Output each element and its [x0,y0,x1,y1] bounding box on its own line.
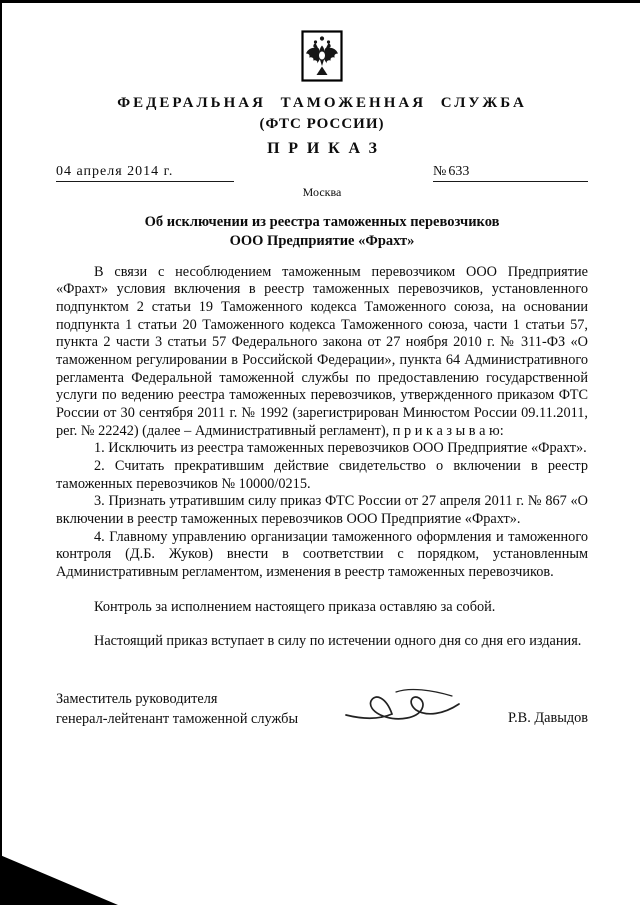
signatory-position-line2: генерал-лейтенант таможенной службы [56,710,299,727]
signature-block [56,683,588,729]
signatory-position [56,689,298,729]
document-title-line2: ООО Предприятие «Фрахт» [229,232,415,249]
paragraph-item-2: 2. Считать прекратившим действие свидетельство о включении в реестр таможенных перевозчиков № 10000/0215. [56,457,588,492]
document-type-heading: ПРИКАЗ [267,140,386,157]
paragraph-item-1: 1. Исключить из реестра таможенных перевозчиков ООО Предприятие «Фрахт». [94,440,587,457]
coat-of-arms-icon [56,30,588,87]
scan-edge-top [0,0,640,3]
org-name: ФЕДЕРАЛЬНАЯ ТАМОЖЕННАЯ СЛУЖБА [117,95,527,111]
handwritten-signature-icon [298,683,508,729]
signatory-position-line1: Заместитель руководителя [56,690,218,707]
document-date: 04 апреля 2014 г. [56,164,234,182]
document-content [0,30,640,729]
org-abbreviation: (ФТС РОССИИ) [259,116,385,132]
number-sign: № [433,164,447,179]
scan-artifact-corner [0,855,118,905]
document-title-line1: Об исключении из реестра таможенных перевозчиков [144,214,500,230]
signatory-name: Р.В. Давыдов [507,709,588,726]
number-value: 633 [448,164,470,179]
paragraph-control: Контроль за исполнением настоящего приказа оставляю за собой. [94,598,496,615]
document-body [56,264,588,651]
paragraph-effective-date: Настоящий приказ вступает в силу по истечении одного дня со дня его издания. [94,633,582,650]
city-label: Москва [302,185,342,199]
document-title [56,213,588,251]
requisites-row [56,164,588,182]
document-number [433,164,588,182]
paragraph-preamble: В связи с несоблюдением таможенным перевозчиком ООО Предприятие «Фрахт» условия включения в реестр таможенных перевозчиков, установленного подпунктом 2 статьи 19 Таможенного кодекса Таможенного союза, на основании подпункта 1 статьи 20 Таможенного кодекса Таможенного союза, части 1 статьи 57, пункта 2 части 3 статьи 57 Федерального закона от 27 ноября 2010 г. № 311-ФЗ «О таможенном регулировании в Российской Федерации», пункта 64 Административного регламента Федеральной таможенной службы по предоставлению государственной услуги по ведению реестра таможенных перевозчиков, утвержденного приказом ФТС России от 30 сентября 2011 г. № 1992 (зарегистрирован Минюстом России 09.11.2011, рег. № 22242) (далее – Административный регламент), п р и к а з ы в а ю: [56,263,588,439]
paragraph-item-3: 3. Признать утратившим силу приказ ФТС России от 27 апреля 2011 г. № 867 «О включении в реестр таможенных перевозчиков ООО Предприятие «Фрахт». [56,493,588,527]
paragraph-item-4: 4. Главному управлению организации таможенного оформления и таможенного контроля (Д.Б. Жуков) внести в соответствии с порядком, установленным Административным регламентом, изменения в реестр таможенных перевозчиков. [56,528,588,580]
